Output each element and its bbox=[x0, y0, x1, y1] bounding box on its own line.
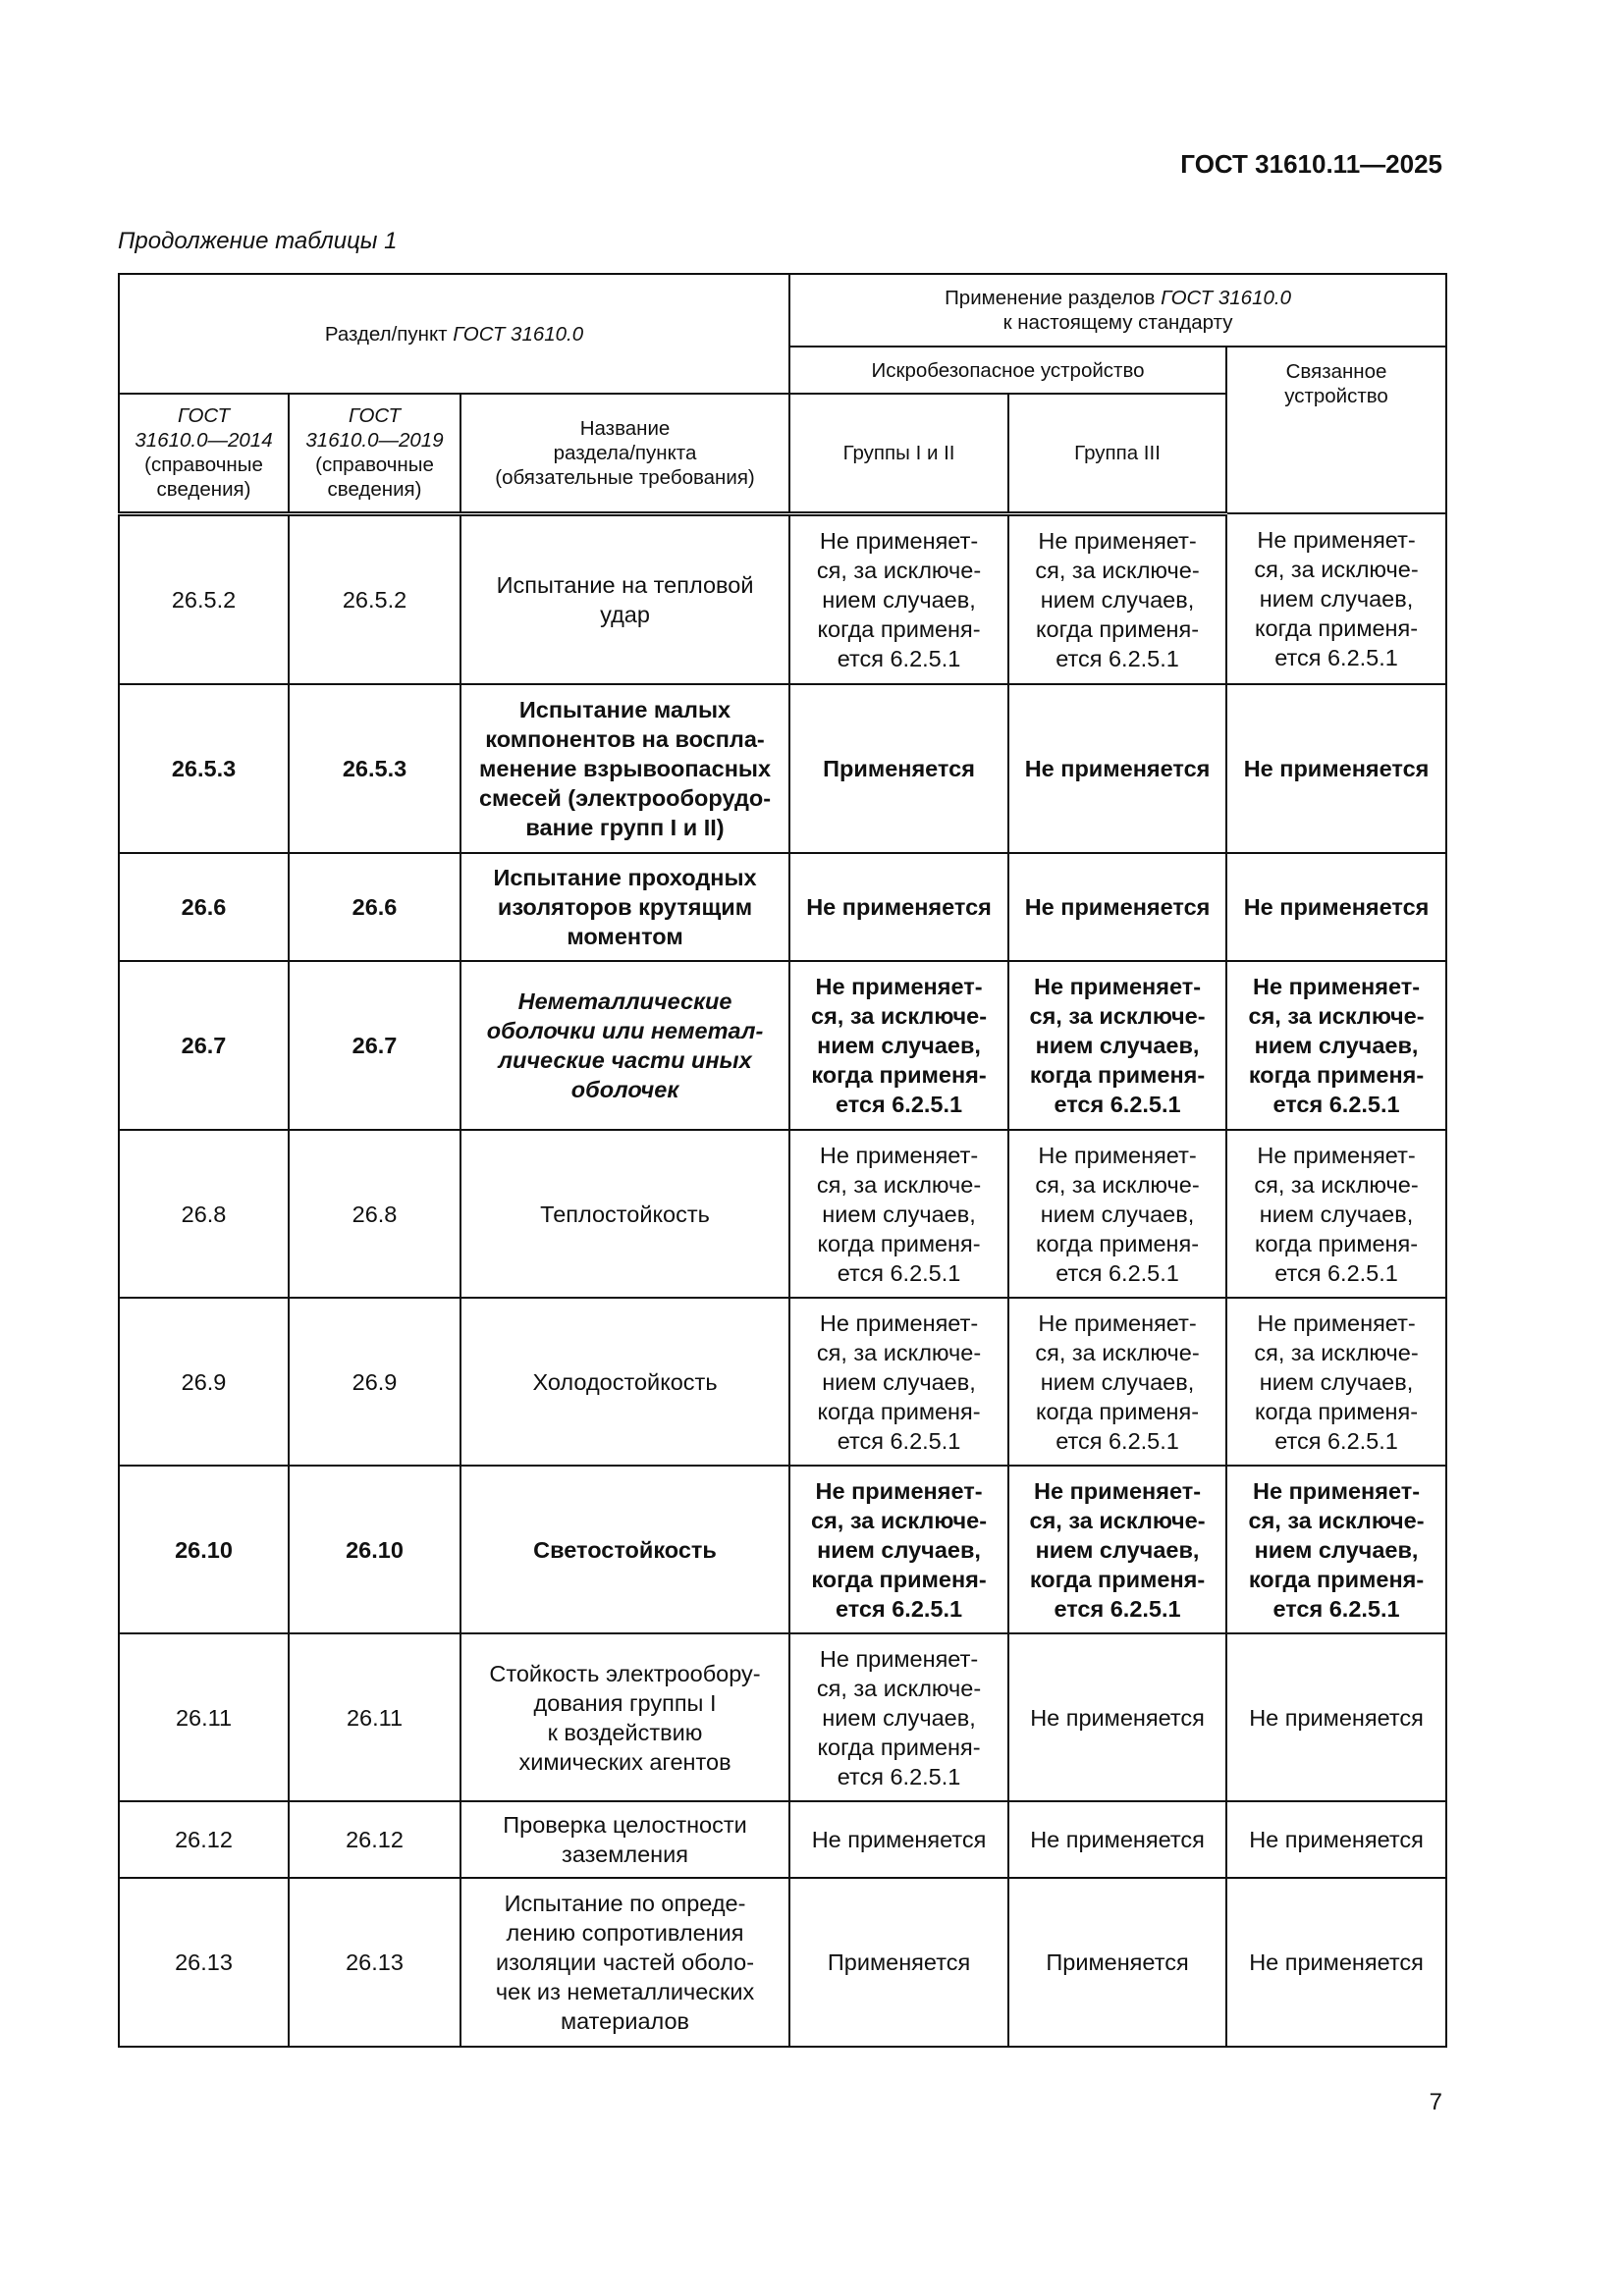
group-3-cell: Не применяет- ся, за исключе- нием случаев, когда применя- ется 6.2.5.1 bbox=[1008, 513, 1226, 684]
gost-2019-ref: 26.10 bbox=[289, 1466, 460, 1633]
section-name: Проверка целостности заземления bbox=[460, 1801, 789, 1878]
associated-cell: Не применяет- ся, за исключе- нием случаев, когда применя- ется 6.2.5.1 bbox=[1226, 1298, 1446, 1466]
gost-2019-ref: 26.13 bbox=[289, 1878, 460, 2047]
groups-1-2-cell: Не применяет- ся, за исключе- нием случаев, когда применя- ется 6.2.5.1 bbox=[789, 961, 1008, 1130]
group-3-cell: Не применяет- ся, за исключе- нием случаев, когда применя- ется 6.2.5.1 bbox=[1008, 1466, 1226, 1633]
header-gost-2019: ГОСТ 31610.0—2019 (справочные сведения) bbox=[289, 394, 460, 513]
group-3-cell: Применяется bbox=[1008, 1878, 1226, 2047]
gost-2014-ref: 26.11 bbox=[119, 1633, 289, 1801]
associated-cell: Не применяется bbox=[1226, 1633, 1446, 1801]
table-row bbox=[119, 1298, 1446, 1466]
header-section-ref: Раздел/пункт ГОСТ 31610.0 bbox=[119, 274, 789, 394]
associated-cell: Не применяется bbox=[1226, 853, 1446, 961]
header-gost-2014: ГОСТ 31610.0—2014 (справочные сведения) bbox=[119, 394, 289, 513]
gost-2014-ref: 26.12 bbox=[119, 1801, 289, 1878]
associated-cell: Не применяет- ся, за исключе- нием случаев, когда применя- ется 6.2.5.1 bbox=[1226, 1130, 1446, 1298]
section-name: Светостойкость bbox=[460, 1466, 789, 1633]
section-name: Неметаллические оболочки или неметал- лические части иных оболочек bbox=[460, 961, 789, 1130]
table-row bbox=[119, 684, 1446, 853]
associated-cell: Не применяется bbox=[1226, 684, 1446, 853]
groups-1-2-cell: Не применяется bbox=[789, 853, 1008, 961]
section-name: Испытание по опреде- лению сопротивления изоляции частей оболо- чек из неметаллических материалов bbox=[460, 1878, 789, 2047]
associated-cell: Не применяет- ся, за исключе- нием случаев, когда применя- ется 6.2.5.1 bbox=[1226, 961, 1446, 1130]
section-name: Испытание на тепловой удар bbox=[460, 513, 789, 684]
gost-2014-ref: 26.5.2 bbox=[119, 513, 289, 684]
groups-1-2-cell: Не применяет- ся, за исключе- нием случаев, когда применя- ется 6.2.5.1 bbox=[789, 1466, 1008, 1633]
group-3-cell: Не применяет- ся, за исключе- нием случаев, когда применя- ется 6.2.5.1 bbox=[1008, 961, 1226, 1130]
gost-2019-ref: 26.11 bbox=[289, 1633, 460, 1801]
gost-2014-ref: 26.13 bbox=[119, 1878, 289, 2047]
header-intrinsic-device: Искробезопасное устройство bbox=[789, 347, 1226, 394]
groups-1-2-cell: Не применяет- ся, за исключе- нием случаев, когда применя- ется 6.2.5.1 bbox=[789, 513, 1008, 684]
section-name: Испытание малых компонентов на воспла- менение взрывоопасных смесей (электрооборудо- вание групп I и II) bbox=[460, 684, 789, 853]
page-number: 7 bbox=[1429, 2089, 1442, 2115]
table-row bbox=[119, 1633, 1446, 1801]
gost-2019-ref: 26.5.3 bbox=[289, 684, 460, 853]
table-caption: Продолжение таблицы 1 bbox=[118, 228, 398, 254]
table-row bbox=[119, 1801, 1446, 1878]
section-name: Холодостойкость bbox=[460, 1298, 789, 1466]
table-row bbox=[119, 853, 1446, 961]
header-group-3: Группа III bbox=[1008, 394, 1226, 513]
groups-1-2-cell: Применяется bbox=[789, 1878, 1008, 2047]
group-3-cell: Не применяется bbox=[1008, 1801, 1226, 1878]
requirements-table bbox=[118, 273, 1447, 2048]
group-3-cell: Не применяет- ся, за исключе- нием случаев, когда применя- ется 6.2.5.1 bbox=[1008, 1298, 1226, 1466]
gost-2014-ref: 26.7 bbox=[119, 961, 289, 1130]
groups-1-2-cell: Не применяется bbox=[789, 1801, 1008, 1878]
table-row bbox=[119, 513, 1446, 684]
table-row bbox=[119, 961, 1446, 1130]
gost-2019-ref: 26.9 bbox=[289, 1298, 460, 1466]
gost-2014-ref: 26.10 bbox=[119, 1466, 289, 1633]
document-code: ГОСТ 31610.11—2025 bbox=[1180, 149, 1442, 179]
gost-2014-ref: 26.9 bbox=[119, 1298, 289, 1466]
group-3-cell: Не применяется bbox=[1008, 853, 1226, 961]
associated-cell: Не применяется bbox=[1226, 1878, 1446, 2047]
group-3-cell: Не применяется bbox=[1008, 1633, 1226, 1801]
section-name: Стойкость электрообору- дования группы I к воздействию химических агентов bbox=[460, 1633, 789, 1801]
gost-2019-ref: 26.12 bbox=[289, 1801, 460, 1878]
group-3-cell: Не применяет- ся, за исключе- нием случаев, когда применя- ется 6.2.5.1 bbox=[1008, 1130, 1226, 1298]
groups-1-2-cell: Не применяет- ся, за исключе- нием случаев, когда применя- ется 6.2.5.1 bbox=[789, 1298, 1008, 1466]
associated-cell: Не применяет- ся, за исключе- нием случаев, когда применя- ется 6.2.5.1 bbox=[1226, 513, 1446, 684]
header-section-name: Название раздела/пункта (обязательные требования) bbox=[460, 394, 789, 513]
gost-2014-ref: 26.8 bbox=[119, 1130, 289, 1298]
table-row bbox=[119, 1878, 1446, 2047]
table-row bbox=[119, 1466, 1446, 1633]
header-application: Применение разделов ГОСТ 31610.0 к настоящему стандарту bbox=[789, 274, 1446, 347]
group-3-cell: Не применяется bbox=[1008, 684, 1226, 853]
associated-cell: Не применяется bbox=[1226, 1801, 1446, 1878]
gost-2014-ref: 26.6 bbox=[119, 853, 289, 961]
header-groups-1-2: Группы I и II bbox=[789, 394, 1008, 513]
groups-1-2-cell: Не применяет- ся, за исключе- нием случаев, когда применя- ется 6.2.5.1 bbox=[789, 1633, 1008, 1801]
groups-1-2-cell: Применяется bbox=[789, 684, 1008, 853]
section-name: Теплостойкость bbox=[460, 1130, 789, 1298]
groups-1-2-cell: Не применяет- ся, за исключе- нием случаев, когда применя- ется 6.2.5.1 bbox=[789, 1130, 1008, 1298]
gost-2019-ref: 26.6 bbox=[289, 853, 460, 961]
table-row bbox=[119, 1130, 1446, 1298]
associated-cell: Не применяет- ся, за исключе- нием случаев, когда применя- ется 6.2.5.1 bbox=[1226, 1466, 1446, 1633]
section-name: Испытание проходных изоляторов крутящим моментом bbox=[460, 853, 789, 961]
gost-2019-ref: 26.7 bbox=[289, 961, 460, 1130]
gost-2019-ref: 26.5.2 bbox=[289, 513, 460, 684]
gost-2019-ref: 26.8 bbox=[289, 1130, 460, 1298]
header-associated-device: Связанное устройство bbox=[1226, 347, 1446, 513]
gost-2014-ref: 26.5.3 bbox=[119, 684, 289, 853]
